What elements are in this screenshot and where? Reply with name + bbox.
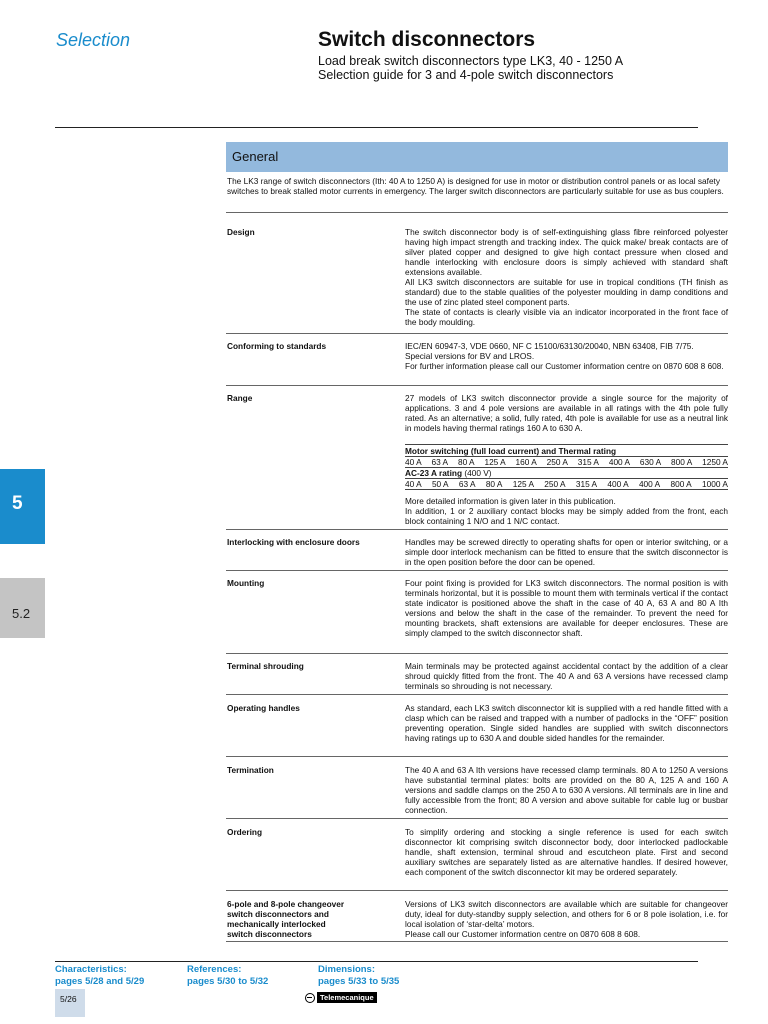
design-label: Design — [227, 227, 255, 237]
rating-value: 400 A — [607, 479, 629, 489]
termination-label: Termination — [227, 765, 274, 775]
page-number-box — [55, 989, 85, 1017]
range-paragraph: More detailed information is given later in this publication. — [405, 496, 616, 506]
subsection-tab — [0, 578, 45, 638]
rating-value: 250 A — [544, 479, 566, 489]
rating-value: 315 A — [577, 457, 599, 467]
interlocking-label: Interlocking with enclosure doors — [227, 537, 360, 547]
references-link[interactable] — [187, 964, 268, 988]
section-title: Selection — [56, 30, 131, 50]
handles-paragraph: As standard, each LK3 switch disconnector kit is supplied with a red handle fitted with a clasp which can be raised and trapped with a number of padlocks in the “OFF” position preventing operation. Single sided handles are supplied with switch disconnectors having ratings up to 630 A and double sided handles for the remainder. — [405, 703, 728, 743]
rating-value: 50 A — [431, 479, 449, 489]
general-heading: General — [232, 149, 279, 164]
row-divider — [226, 941, 728, 942]
rating-value: 1250 A — [702, 457, 728, 467]
subtitle-line-2: Selection guide for 3 and 4-pole switch disconnectors — [318, 68, 614, 82]
rating-value: 80 A — [457, 457, 475, 467]
termination-paragraph: The 40 A and 63 A Ith versions have recessed clamp terminals. 80 A to 1250 A versions have substantial terminal plates: bolts are provided on the 80 A, 125 A and 160 A versions and saddle clamps on the 250 A to 630 A versions. All terminals are in line and fully accessible from the front; 80 A version and above suitable for cable lug or busbar connection. — [405, 765, 728, 815]
shrouding-label: Terminal shrouding — [227, 661, 304, 671]
references-label: References: — [187, 964, 242, 975]
standards-paragraph: Special versions for BV and LROS. — [405, 351, 535, 361]
changeover-text — [405, 899, 728, 939]
general-intro: The LK3 range of switch disconnectors (Ith: 40 A to 1250 A) is designed for use in motor or distribution control panels or as local safety switches to break stalled motor currents in emergency. The larger switch disconnectors are particularly suitable for use as bus couplers. — [227, 176, 724, 196]
design-paragraph: The state of contacts is clearly visible via an indicator incorporated in the front face of the body moulding. — [405, 307, 728, 327]
mounting-paragraph: Four point fixing is provided for LK3 switch disconnectors. The normal position is with terminals horizontal, but it is possible to mount them with terminals vertical if the contact state indicator is positioned above the shaft in the case of 40 A, 63 A and 80 A Ith versions and below the shaft in the case of the remainder. To prevent the need for mounting brackets, shaft extensions are available for deeper enclosures. These are simply clamped to the switch disconnector shaft. — [405, 578, 728, 638]
dimensions-link[interactable] — [318, 964, 399, 988]
rating-value: 63 A — [458, 479, 476, 489]
rating-value: 125 A — [484, 457, 506, 467]
shrouding-text — [405, 661, 728, 691]
rating-value: 125 A — [512, 479, 534, 489]
design-paragraph: The switch disconnector body is of self-extinguishing glass fibre reinforced polyester having high impact strength and tracking index. The quick make/ break contacts are of silver plated copper and designed to give high contact pressure when closed and handle interlocking with enclosure doors is simply achieved with standard shaft extensions available. — [405, 227, 728, 277]
changeover-label-line: switch disconnectors — [227, 929, 312, 939]
range-more-text — [405, 496, 728, 526]
characteristics-label: Characteristics: — [55, 964, 127, 975]
shrouding-paragraph: Main terminals may be protected against accidental contact by the addition of a clear shroud quickly fitted from the front. The 40 A and 63 A versions have recessed clamp terminals so shrouding is not necessary. — [405, 661, 728, 691]
ac23-voltage: (400 V) — [464, 468, 492, 478]
ratings-table — [405, 444, 728, 490]
row-divider — [226, 333, 728, 334]
rating-value: 1000 A — [702, 479, 728, 489]
changeover-label-line: switch disconnectors and — [227, 909, 329, 919]
row-divider — [226, 385, 728, 386]
section-tab — [0, 469, 45, 544]
row-divider — [226, 890, 728, 891]
brand-logo — [305, 992, 377, 1003]
footer-divider — [55, 961, 698, 962]
characteristics-pages: pages 5/28 and 5/29 — [55, 976, 145, 987]
range-text — [405, 393, 728, 433]
ac23-rating-heading — [405, 468, 728, 479]
design-paragraph: All LK3 switch disconnectors are suitable for use in tropical conditions (TH finish as standard) due to the stable qualities of the polyester moulding in damp conditions and the use of zinc plated steel component parts. — [405, 277, 728, 307]
row-divider — [226, 570, 728, 571]
rating-value: 160 A — [515, 457, 537, 467]
ordering-label: Ordering — [227, 827, 263, 837]
row-divider — [226, 818, 728, 819]
range-paragraph: In addition, 1 or 2 auxiliary contact blocks may be simply added from the front, each block containing 1 N/O and 1 N/C contact. — [405, 506, 728, 526]
motor-rating-values — [405, 457, 728, 468]
row-divider — [226, 212, 728, 213]
characteristics-link[interactable] — [55, 964, 144, 988]
row-divider — [226, 653, 728, 654]
page-subtitle — [318, 54, 623, 82]
rating-value: 315 A — [575, 479, 598, 489]
rating-value: 400 A — [638, 479, 661, 489]
interlocking-paragraph: Handles may be screwed directly to operating shafts for open or interior switching, or a simple door interlock mechanism can be fitted to ensure that the switch disconnector is in the open position before the door can be opened. — [405, 537, 728, 567]
subtitle-line-1: Load break switch disconnectors type LK3, 40 - 1250 A — [318, 54, 624, 68]
rating-value: 40 A — [405, 457, 422, 467]
changeover-label — [227, 899, 392, 939]
motor-rating-heading: Motor switching (full load current) and Thermal rating — [405, 444, 728, 457]
changeover-label-line: 6-pole and 8-pole changeover — [227, 899, 345, 909]
handles-text — [405, 703, 728, 743]
brand-mark-icon — [305, 993, 315, 1003]
ac23-label: AC-23 A rating — [405, 468, 463, 478]
rating-value: 800 A — [671, 457, 693, 467]
header-divider — [55, 127, 698, 128]
ordering-text — [405, 827, 728, 877]
references-pages: pages 5/30 to 5/32 — [187, 976, 269, 987]
standards-paragraph: For further information please call our Customer information centre on 0870 608 8 608. — [405, 361, 724, 371]
rating-value: 400 A — [608, 457, 631, 467]
standards-paragraph: IEC/EN 60947-3, VDE 0660, NF C 15100/63130/20040, NBN 63408, FIB 7/75. — [405, 341, 694, 351]
changeover-paragraph: Please call our Customer information centre on 0870 608 8 608. — [405, 929, 641, 939]
interlocking-text — [405, 537, 728, 567]
row-divider — [226, 529, 728, 530]
rating-value: 250 A — [546, 457, 568, 467]
subsection-number: 5.2 — [12, 606, 31, 621]
brand-name: Telemecanique — [317, 992, 377, 1003]
ordering-paragraph: To simplify ordering and stocking a single reference is used for each switch disconnector kit comprising switch disconnector body, door interlocked padlockable handle, shaft extension, terminal shroud and escutcheon plate. First and second auxiliary switches are separately listed as are alternative handles. If desired however, each component of the switch disconnector kit may be ordered separately. — [405, 827, 728, 877]
general-heading-band — [226, 142, 728, 172]
termination-text — [405, 765, 728, 815]
design-text — [405, 227, 728, 327]
page-title: Switch disconnectors — [318, 28, 536, 51]
dimensions-pages: pages 5/33 to 5/35 — [318, 976, 400, 987]
range-label: Range — [227, 393, 253, 403]
changeover-paragraph: Versions of LK3 switch disconnectors are available which are suitable for changeover duty, ideal for duty-standby supply selection, and others for 6 or 8 pole isolation, i.e. for local isolation of ‘star-delta’ motors. — [405, 899, 728, 929]
rating-value: 80 A — [485, 479, 503, 489]
handles-label: Operating handles — [227, 703, 300, 713]
dimensions-label: Dimensions: — [318, 964, 376, 975]
section-number: 5 — [12, 493, 23, 514]
page-number: 5/26 — [60, 994, 77, 1004]
row-divider — [226, 756, 728, 757]
ac23-rating-values — [405, 479, 728, 490]
standards-label: Conforming to standards — [227, 341, 327, 351]
row-divider — [226, 694, 728, 695]
mounting-label: Mounting — [227, 578, 265, 588]
rating-value: 800 A — [670, 479, 692, 489]
standards-text — [405, 341, 728, 371]
rating-value: 63 A — [431, 457, 449, 467]
rating-value: 630 A — [639, 457, 662, 467]
range-paragraph: 27 models of LK3 switch disconnector provide a single source for the majority of applications. 3 and 4 pole versions are available in all ratings with the 4th pole fully rated. As an alternative; a solid, fully rated, 4th pole is available for use as a neutral link in models having thermal ratings 160 A to 630 A. — [405, 393, 728, 433]
changeover-label-line: mechanically interlocked — [227, 919, 326, 929]
mounting-text — [405, 578, 728, 638]
rating-value: 40 A — [405, 479, 422, 489]
